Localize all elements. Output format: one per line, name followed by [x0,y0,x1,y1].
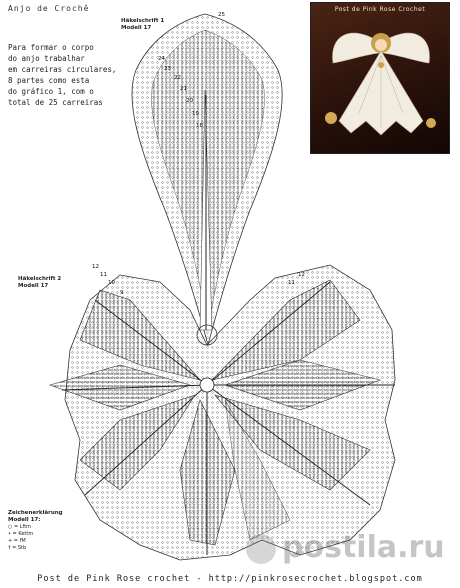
row-number: 12 [298,272,305,278]
legend-item [8,545,78,552]
watermark: postila.ru [282,530,445,565]
row-number: 23 [164,66,171,72]
legend-item [8,524,78,531]
instruction-line: em carreiras circulares, [8,65,117,74]
legend-symbol: † [8,545,11,551]
row-number: 11 [100,272,107,278]
row-number: 11 [288,280,295,286]
angel-photo [310,2,450,154]
row-number: 12 [92,264,99,270]
instruction-line: 8 partes como esta [8,76,90,85]
row-number: 25 [218,12,225,18]
instruction-line: Para formar o corpo [8,43,94,52]
row-number: 24 [158,56,165,62]
row-number: 22 [174,75,181,81]
page-title: Anjo de Crochê [8,4,90,13]
chart2-diagram [50,265,395,560]
footer-credit: Post de Pink Rose crochet - http://pinkrosecrochet.blogspot.com [37,574,423,584]
watermark-logo-icon [246,534,276,564]
row-number: 21 [180,86,187,92]
legend-symbol: ○ [8,524,13,530]
row-number: 19 [192,111,199,117]
instruction-line: do gráfico 1, com o [8,87,94,96]
legend-text: = fM [13,538,26,544]
legend-subtitle: Modell 17: [8,517,41,523]
row-number: 18 [196,123,203,129]
legend-text: = Lftm [13,524,32,530]
photo-caption: Post de Pink Rose Crochet [334,6,426,13]
angel-figure [311,3,449,153]
legend [8,510,78,552]
chart1-label-line2: Modell 17 [121,25,152,31]
instruction-line: do anjo trabalhar [8,54,85,63]
chart1-label-line1: Häkelschrift 1 [121,18,165,24]
legend-text: = Kettm [12,531,34,537]
legend-symbol: • [8,531,11,537]
legend-text: = Stb [12,545,27,551]
row-number: 9 [120,290,124,296]
legend-symbol: + [8,538,13,544]
legend-item [8,538,78,545]
chart2-label-line1: Häkelschrift 2 [18,276,62,282]
instruction-line: total de 25 carreiras [8,98,103,107]
legend-title: Zeichenerklärung [8,510,63,516]
row-number: 10 [108,280,115,286]
chart2-label-line2: Modell 17 [18,283,49,289]
row-number: 20 [186,98,193,104]
legend-item [8,531,78,538]
